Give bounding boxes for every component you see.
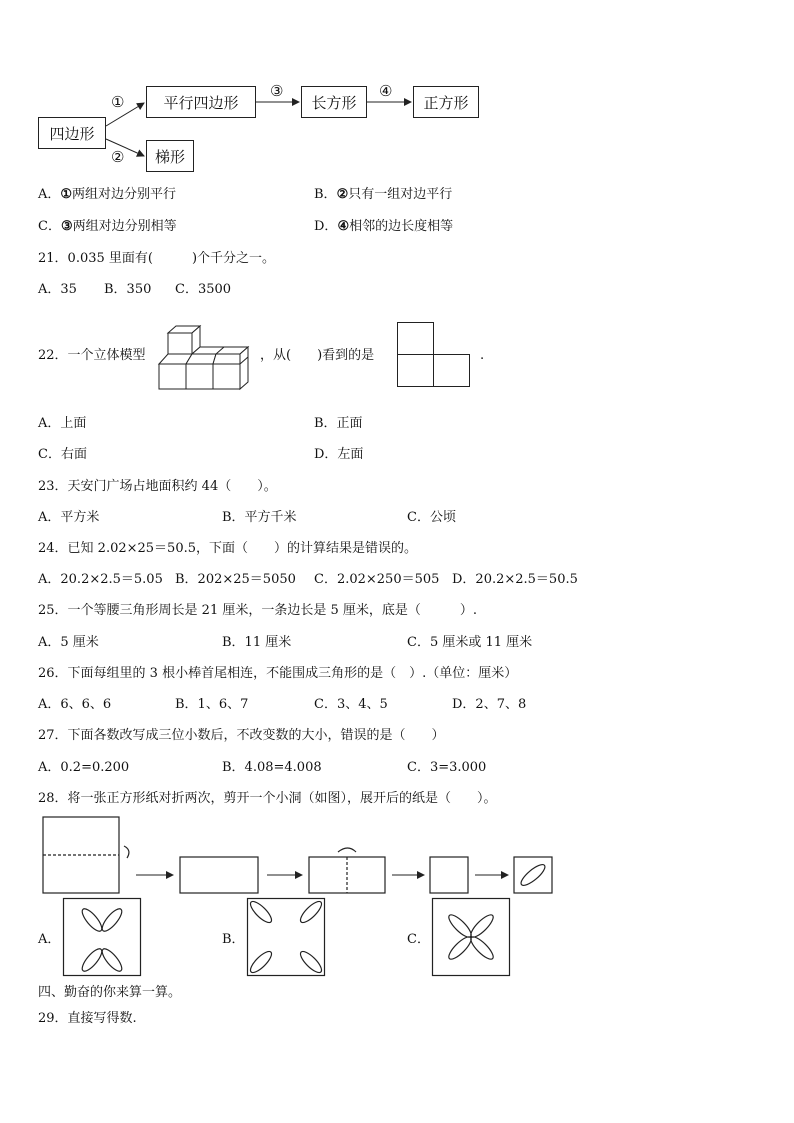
q28-option-b-label[interactable]: B． xyxy=(222,932,245,947)
q28-option-c-label[interactable]: C． xyxy=(407,932,430,947)
q28-question: 28．将一张正方形纸对折两次，剪开一个小洞（如图），展开后的纸是（ ）。 xyxy=(38,791,497,806)
diagram-arrows xyxy=(0,0,794,200)
q26-option-b[interactable]: B．1、6、7 xyxy=(175,697,249,712)
paper-folding-sequence xyxy=(0,810,794,900)
q25-question: 25．一个等腰三角形周长是 21 厘米，一条边长是 5 厘米，底是（ ）. xyxy=(38,603,478,618)
q26-option-c[interactable]: C．3、4、5 xyxy=(314,697,388,712)
q26-option-d[interactable]: D．2、7、8 xyxy=(452,697,527,712)
q28-option-a-figure[interactable] xyxy=(63,898,143,978)
q20-option-c[interactable]: C．③两组对边分别相等 xyxy=(38,219,177,234)
q20-option-b[interactable]: B．②只有一组对边平行 xyxy=(314,187,453,202)
box-parallelogram: 平行四边形 xyxy=(146,86,256,118)
q22-question-mid: ，从( )看到的是 xyxy=(260,348,375,363)
box-square: 正方形 xyxy=(413,86,479,118)
label-n3: ③ xyxy=(270,82,284,100)
box-quadrilateral: 四边形 xyxy=(38,117,106,149)
q23-option-c[interactable]: C．公顷 xyxy=(407,510,456,525)
q28-option-c-figure[interactable] xyxy=(432,898,512,978)
q27-option-c[interactable]: C．3=3.000 xyxy=(407,760,487,775)
q24-option-b[interactable]: B．202×25＝5050 xyxy=(175,572,296,587)
q20-option-d[interactable]: D．④相邻的边长度相等 xyxy=(314,219,454,234)
q24-option-d[interactable]: D．20.2×2.5＝50.5 xyxy=(452,572,578,587)
q21-option-a[interactable]: A．35 xyxy=(38,282,77,297)
q23-question: 23．天安门广场占地面积约 44（ ）。 xyxy=(38,479,277,494)
q27-option-a[interactable]: A．0.2=0.200 xyxy=(38,760,130,775)
cube-model-figure xyxy=(156,324,246,390)
q21-question: 21．0.035 里面有( )个千分之一。 xyxy=(38,251,276,266)
q29-question: 29．直接写得数. xyxy=(38,1011,137,1026)
q23-option-b[interactable]: B．平方千米 xyxy=(222,510,297,525)
q25-option-a[interactable]: A．5 厘米 xyxy=(38,635,99,650)
arrow-to-parallelogram xyxy=(106,103,144,126)
q22-option-c[interactable]: C．右面 xyxy=(38,447,87,462)
q22-option-a[interactable]: A．上面 xyxy=(38,416,87,431)
q22-question-pre: 22．一个立体模型 xyxy=(38,348,146,363)
q23-option-a[interactable]: A．平方米 xyxy=(38,510,100,525)
fold-step-small-square xyxy=(430,857,468,893)
q21-option-c[interactable]: C．3500 xyxy=(175,282,232,297)
view-figure xyxy=(397,322,471,388)
fold-step-rect xyxy=(180,857,258,893)
label-n2: ② xyxy=(111,148,125,166)
section-heading: 四、勤奋的你来算一算。 xyxy=(38,985,182,1000)
q22-question-end: . xyxy=(480,348,485,363)
arrow-to-trapezoid xyxy=(106,139,144,156)
label-n4: ④ xyxy=(379,82,393,100)
q26-question: 26．下面每组里的 3 根小棒首尾相连，不能围成三角形的是（ ）.（单位：厘米） xyxy=(38,666,518,681)
q25-option-c[interactable]: C．5 厘米或 11 厘米 xyxy=(407,635,533,650)
q24-option-a[interactable]: A．20.2×2.5＝5.05 xyxy=(38,572,163,587)
q26-option-a[interactable]: A．6、6、6 xyxy=(38,697,112,712)
q22-option-b[interactable]: B．正面 xyxy=(314,416,363,431)
q20-option-a[interactable]: A．①两组对边分别平行 xyxy=(38,187,177,202)
label-n1: ① xyxy=(111,93,125,111)
q22-option-d[interactable]: D．左面 xyxy=(314,447,364,462)
q25-option-b[interactable]: B．11 厘米 xyxy=(222,635,292,650)
box-trapezoid: 梯形 xyxy=(146,140,194,172)
q28-option-b-figure[interactable] xyxy=(247,898,327,978)
q24-option-c[interactable]: C．2.02×250＝505 xyxy=(314,572,440,587)
q24-question: 24．已知 2.02×25＝50.5，下面（ ）的计算结果是错误的。 xyxy=(38,541,417,556)
q27-option-b[interactable]: B．4.08=4.008 xyxy=(222,760,322,775)
q21-option-b[interactable]: B．350 xyxy=(104,282,152,297)
q27-question: 27．下面各数改写成三位小数后，不改变数的大小，错误的是（ ） xyxy=(38,728,445,743)
q28-option-a-label[interactable]: A． xyxy=(38,932,61,947)
box-rectangle: 长方形 xyxy=(301,86,367,118)
fold-step-cut-square xyxy=(514,857,552,893)
